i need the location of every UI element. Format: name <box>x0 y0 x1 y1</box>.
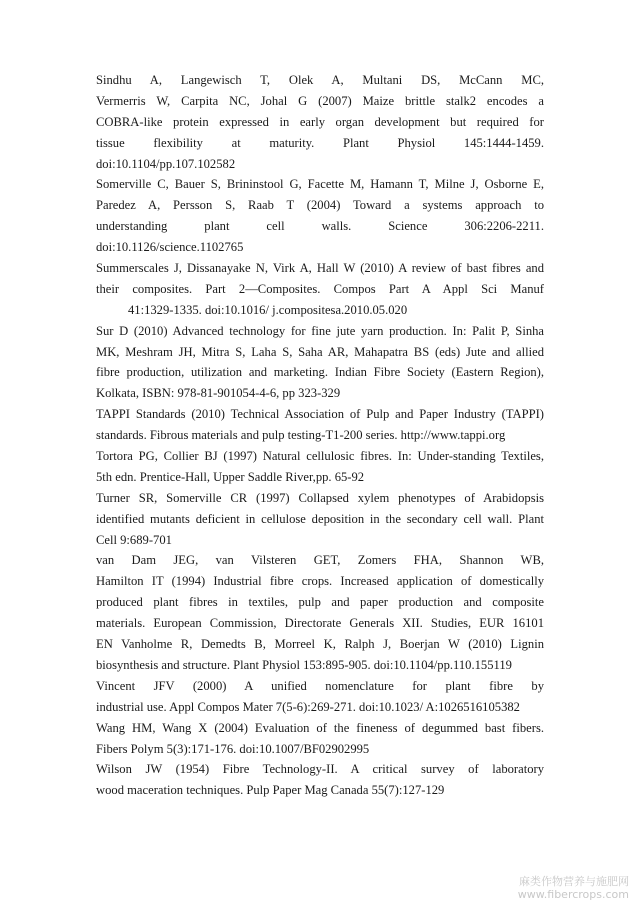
reference-line: Fibers Polym 5(3):171-176. doi:10.1007/BF02902995 <box>96 741 370 756</box>
reference-list <box>96 70 544 801</box>
reference-line: Tortora PG, Collier BJ (1997) Natural cellulosic fibres. In: Under-standing Textiles, <box>96 449 544 464</box>
reference-entry <box>96 488 544 551</box>
watermark-url: www.fibercrops.com <box>517 888 629 901</box>
reference-line: fibre production, utilization and marketing. Indian Fibre Society (Eastern Region), <box>96 365 544 380</box>
reference-line: Sur D (2010) Advanced technology for fine jute yarn production. In: Palit P, Sinha <box>96 323 544 338</box>
reference-line: doi:10.1126/science.1102765 <box>96 240 244 255</box>
reference-line: Summerscales J, Dissanayake N, Virk A, Hall W (2010) A review of bast fibres and <box>96 261 544 276</box>
reference-entry <box>96 676 544 718</box>
reference-line: doi:10.1104/pp.107.102582 <box>96 156 236 171</box>
reference-line: 41:1329-1335. doi:10.1016/ j.compositesa.2010.05.020 <box>128 302 408 317</box>
reference-line: understanding plant cell walls. Science 306:2206-2211. <box>96 219 544 234</box>
reference-line: wood maceration techniques. Pulp Paper Mag Canada 55(7):127-129 <box>96 783 445 798</box>
reference-line: Somerville C, Bauer S, Brininstool G, Facette M, Hamann T, Milne J, Osborne E, <box>96 177 544 192</box>
reference-line: tissue flexibility at maturity. Plant Physiol 145:1444-1459. <box>96 135 544 150</box>
reference-entry <box>96 759 544 801</box>
reference-line: biosynthesis and structure. Plant Physiol 153:895-905. doi:10.1104/pp.110.155119 <box>96 657 512 672</box>
reference-entry <box>96 550 544 675</box>
reference-line: identified mutants deficient in cellulose deposition in the secondary cell wall. Plant <box>96 511 544 526</box>
reference-line: COBRA-like protein expressed in early organ development but required for <box>96 114 544 129</box>
reference-line: TAPPI Standards (2010) Technical Association of Pulp and Paper Industry (TAPPI) <box>96 407 544 422</box>
reference-line: Vermerris W, Carpita NC, Johal G (2007) Maize brittle stalk2 encodes a <box>96 93 544 108</box>
reference-entry <box>96 70 544 174</box>
reference-line: industrial use. Appl Compos Mater 7(5-6):269-271. doi:10.1023/ A:1026516105382 <box>96 699 520 714</box>
reference-line: van Dam JEG, van Vilsteren GET, Zomers FHA, Shannon WB, <box>96 553 544 568</box>
reference-line: Hamilton IT (1994) Industrial fibre crops. Increased application of domestically <box>96 574 544 589</box>
reference-line: 5th edn. Prentice-Hall, Upper Saddle River,pp. 65-92 <box>96 469 365 484</box>
reference-line: their composites. Part 2—Composites. Compos Part A Appl Sci Manuf <box>96 281 544 296</box>
reference-line: EN Vanholme R, Demedts B, Morreel K, Ralph J, Boerjan W (2010) Lignin <box>96 637 544 652</box>
reference-line: standards. Fibrous materials and pulp testing-T1-200 series. http://www.tappi.org <box>96 428 506 443</box>
reference-line: Kolkata, ISBN: 978-81-901054-4-6, pp 323-329 <box>96 386 341 401</box>
reference-line: Paredez A, Persson S, Raab T (2004) Toward a systems approach to <box>96 198 544 213</box>
reference-line: Vincent JFV (2000) A unified nomenclature for plant fibre by <box>96 678 544 693</box>
reference-entry <box>96 718 544 760</box>
reference-entry <box>96 446 544 488</box>
reference-entry <box>96 174 544 258</box>
reference-line: Cell 9:689-701 <box>96 532 172 547</box>
reference-line: produced plant fibres in textiles, pulp and paper production and composite <box>96 595 544 610</box>
watermark-title: 麻类作物营养与施肥网 <box>519 875 629 888</box>
reference-line: MK, Meshram JH, Mitra S, Laha S, Saha AR, Mahapatra BS (eds) Jute and allied <box>96 344 544 359</box>
reference-line: Turner SR, Somerville CR (1997) Collapsed xylem phenotypes of Arabidopsis <box>96 490 544 505</box>
reference-entry <box>96 258 544 321</box>
reference-entry <box>96 321 544 405</box>
reference-entry <box>96 404 544 446</box>
reference-line: Sindhu A, Langewisch T, Olek A, Multani DS, McCann MC, <box>96 73 544 87</box>
reference-line: Wilson JW (1954) Fibre Technology-II. A critical survey of laboratory <box>96 762 544 777</box>
reference-line: Wang HM, Wang X (2004) Evaluation of the fineness of degummed bast fibers. <box>96 720 544 735</box>
watermark <box>518 875 629 901</box>
reference-line: materials. European Commission, Directorate Generals XII. Studies, EUR 16101 <box>96 616 544 631</box>
